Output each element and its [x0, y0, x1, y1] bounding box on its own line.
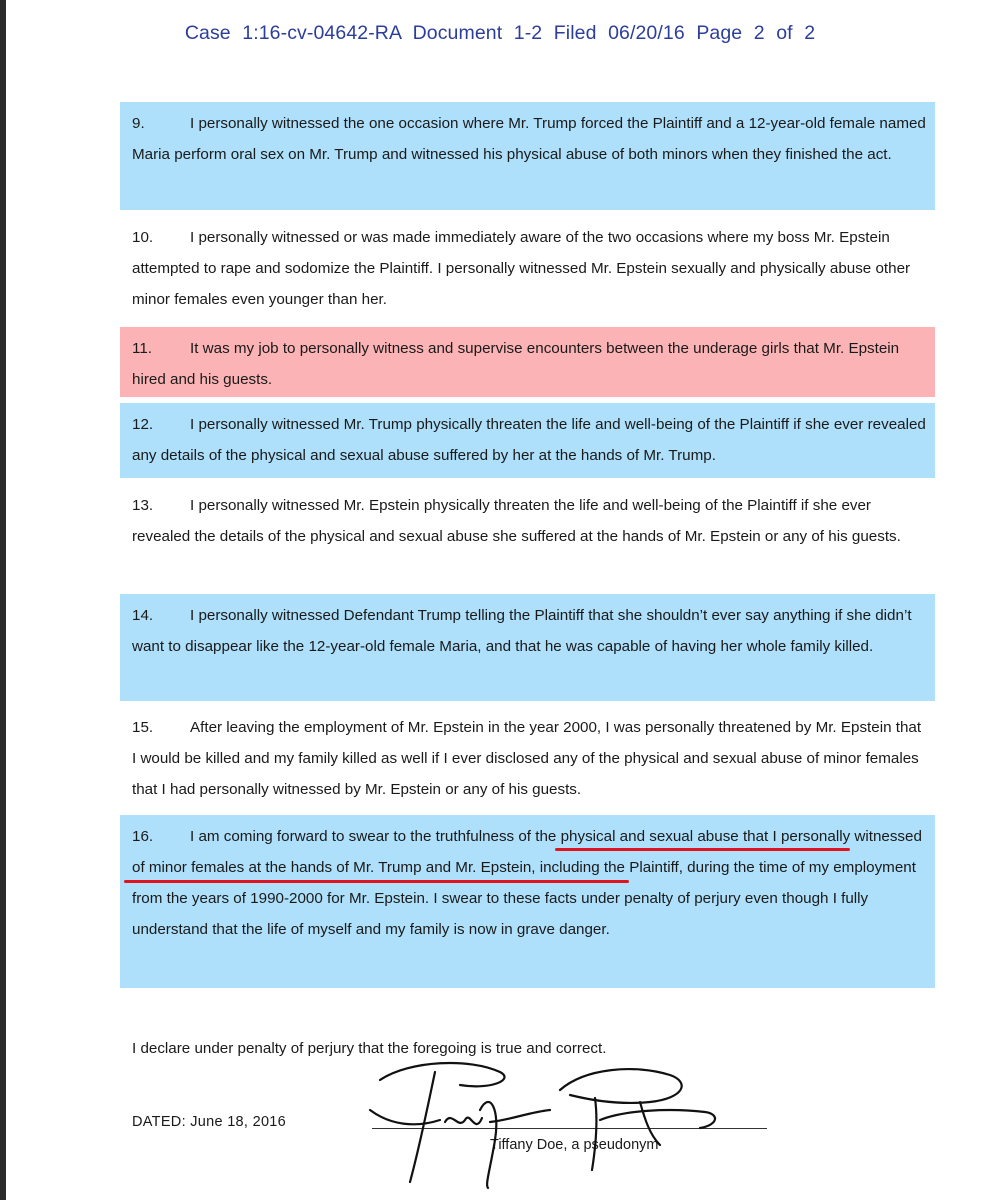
paragraph-number: 11.	[132, 340, 152, 357]
paragraph-text: I personally witnessed Defendant Trump telling the Plaintiff that she shouldn’t ever say anything if she didn’t want to disappear like the 12-year-old female Maria, and that he was capable of having her whole family killed.	[132, 607, 912, 655]
paragraph-text: I am coming forward to swear to the truthfulness of the physical and sexual abuse that I personally witnessed of minor females at the hands of Mr. Trump and Mr. Epstein, including the Plaintiff, during the time of my employment from the years of 1990-2000 for Mr. Epstein. I swear to these facts under penalty of perjury even though I fully understand that the life of myself and my family is now in grave danger.	[132, 828, 922, 938]
paragraph-10	[120, 216, 935, 320]
case-header	[0, 22, 1000, 45]
paragraph-text: I personally witnessed Mr. Epstein physically threaten the life and well-being of the Plaintiff if she ever revealed the details of the physical and sexual abuse she suffered at the hands of Mr. Epstein or any of his guests.	[132, 497, 901, 545]
paragraph-text: I personally witnessed the one occasion where Mr. Trump forced the Plaintiff and a 12-year-old female named Maria perform oral sex on Mr. Trump and witnessed his physical abuse of both minors when they finished the act.	[132, 115, 926, 163]
paragraph-11	[120, 327, 935, 397]
page-number: Page 2 of 2	[696, 22, 816, 44]
red-underline-mark	[555, 848, 850, 851]
dated-line: DATED: June 18, 2016	[132, 1114, 287, 1130]
paragraph-text: It was my job to personally witness and supervise encounters between the underage girls that Mr. Epstein hired and his guests.	[132, 340, 900, 388]
declaration-statement: I declare under penalty of perjury that the foregoing is true and correct.	[132, 1040, 607, 1057]
paragraph-number: 16.	[132, 828, 154, 845]
red-underline-mark	[124, 880, 629, 883]
paragraph-text: I personally witnessed or was made immediately aware of the two occasions where my boss Mr. Epstein attempted to rape and sodomize the Plaintiff. I personally witnessed Mr. Epstein sexually and physically abuse other minor females even younger than her.	[132, 229, 911, 308]
paragraph-text: I personally witnessed Mr. Trump physically threaten the life and well-being of the Plaintiff if she ever revealed any details of the physical and sexual abuse suffered by her at the hands of Mr. Trump.	[132, 416, 926, 464]
paragraph-number: 12.	[132, 416, 154, 433]
paragraph-14	[120, 594, 935, 701]
paragraph-number: 13.	[132, 497, 154, 514]
paragraph-15	[120, 706, 935, 810]
paragraph-number: 15.	[132, 719, 154, 736]
paragraph-text: After leaving the employment of Mr. Epstein in the year 2000, I was personally threatened by Mr. Epstein that I would be killed and my family killed as well if I ever disclosed any of the physical and sexual abuse of minor females that I had personally witnessed by Mr. Epstein or any of his guests.	[132, 719, 922, 798]
document-number: Document 1-2	[412, 22, 543, 44]
paragraph-13	[120, 484, 935, 588]
paragraph-number: 14.	[132, 607, 154, 624]
filed-date: Filed 06/20/16	[553, 22, 685, 44]
case-number: Case 1:16-cv-04642-RA	[184, 22, 402, 44]
paragraph-9	[120, 102, 935, 210]
paragraph-16	[120, 815, 935, 988]
handwritten-signature	[340, 1050, 780, 1190]
signer-name: Tiffany Doe, a pseudonym	[490, 1137, 659, 1153]
paragraph-number: 9.	[132, 115, 145, 132]
page-edge	[0, 0, 6, 1200]
paragraph-12	[120, 403, 935, 478]
paragraph-number: 10.	[132, 229, 154, 246]
